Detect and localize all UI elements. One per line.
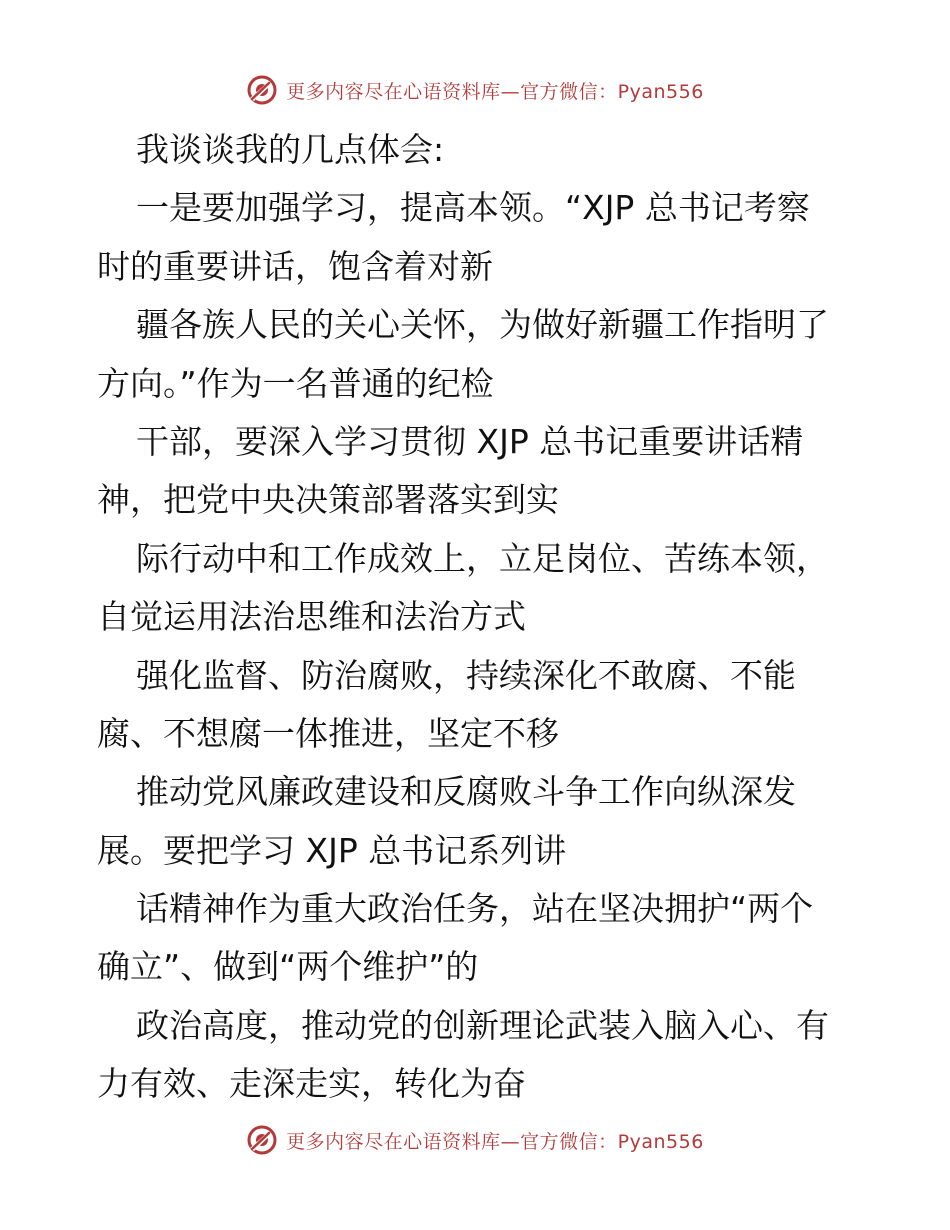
paragraph-line: 话精神作为重大政治任务，站在坚决拥护“两个: [136, 889, 814, 929]
paragraph-line: 展。要把学习 XJP 总书记系列讲: [97, 830, 567, 870]
paragraph-line: 我谈谈我的几点体会:: [136, 130, 445, 169]
paragraph-line: 推动党风廉政建设和反腐败斗争工作向纵深发: [136, 772, 796, 812]
body-text: [97, 121, 867, 1114]
header-banner: [0, 70, 950, 110]
paragraph-line: 一是要加强学习，提高本领。“XJP 总书记考察: [136, 188, 810, 228]
paragraph-line: 强化监督、防治腐败，持续深化不敢腐、不能: [136, 655, 796, 695]
paragraph-line: 干部，要深入学习贯彻 XJP 总书记重要讲话精: [136, 421, 804, 461]
footer-banner: [0, 1120, 950, 1160]
logo-icon: [246, 74, 278, 106]
paragraph-line: 际行动中和工作成效上，立足岗位、苦练本领，: [136, 538, 829, 578]
header-banner-text: 更多内容尽在心语资料库—官方微信：Pyan556: [286, 80, 704, 103]
paragraph-line: 腐、不想腐一体推进，坚定不移: [97, 713, 559, 753]
paragraph-line: 自觉运用法治思维和法治方式: [97, 597, 526, 637]
paragraph-line: 力有效、走深走实，转化为奋: [97, 1064, 526, 1104]
footer-banner-text: 更多内容尽在心语资料库—官方微信：Pyan556: [286, 1130, 704, 1153]
logo-icon: [246, 1124, 278, 1156]
paragraph-line: 疆各族人民的关心关怀，为做好新疆工作指明了: [136, 305, 829, 345]
paragraph-line: 时的重要讲话，饱含着对新: [97, 246, 493, 286]
paragraph-line: 方向。”作为一名普通的纪检: [97, 363, 494, 403]
paragraph-line: 确立”、做到“两个维护”的: [97, 947, 479, 987]
paragraph-line: 政治高度，推动党的创新理论武装入脑入心、有: [136, 1005, 829, 1045]
paragraph-line: 神，把党中央决策部署落实到实: [97, 480, 559, 520]
